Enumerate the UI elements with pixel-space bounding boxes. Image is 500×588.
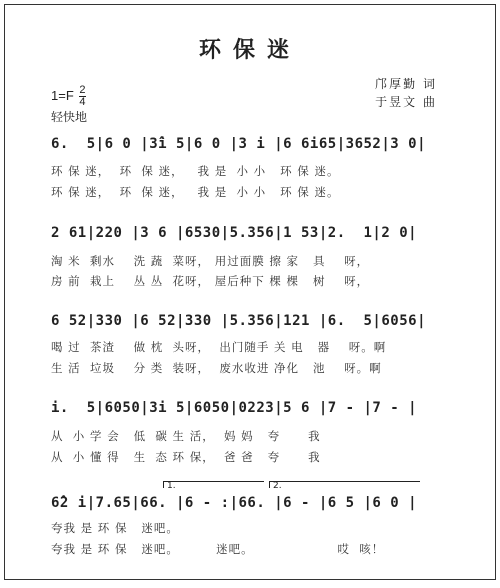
lyric-row-1-verse-2: 环 保 迷， 环 保 迷， 我 是 小 小 环 保 迷。 bbox=[51, 185, 340, 199]
first-ending-bracket bbox=[163, 481, 264, 488]
second-ending-label: 2. bbox=[273, 481, 282, 491]
lyric-row-3-verse-2: 生 活 垃圾 分 类 装呀， 废水收进 净化 池 呀。啊 bbox=[51, 361, 382, 375]
notation-row-2: 2 61|220 |3 6 |6530|5.356|1 53|2. 1|2 0| bbox=[51, 225, 418, 241]
lyricist-credit: 邝厚勤 词 bbox=[375, 77, 437, 91]
time-top: 2 bbox=[79, 84, 86, 96]
notation-row-3: 6 52|330 |6 52|330 |5.356|121 |6. 5|6056| bbox=[51, 313, 427, 329]
time-signature bbox=[79, 85, 85, 108]
tempo-marking: 轻快地 bbox=[51, 110, 88, 124]
notation-row-4: i. 5|6050|3i 5|6050|0223|5 6 |7 - |7 - | bbox=[51, 400, 418, 416]
second-ending-bracket bbox=[269, 481, 420, 488]
lyric-row-3-verse-1: 喝 过 茶渣 做 枕 头呀， 出门随手 关 电 器 呀。啊 bbox=[51, 340, 387, 354]
time-bottom: 4 bbox=[79, 96, 86, 108]
notation-row-5: 6̂2 i|7.65|66. |6 - :|66. |6 - |6 5 |6 0 | bbox=[51, 495, 418, 511]
credits bbox=[375, 75, 437, 111]
lyric-row-2-verse-1: 淘 米 剩水 洗 蔬 菜呀， 用过面膜 擦 家 具 呀， bbox=[51, 254, 370, 268]
key-signature bbox=[51, 85, 86, 108]
key-label: 1=F bbox=[51, 87, 74, 103]
lyric-row-4-verse-1: 从 小 学 会 低 碳 生 活， 妈 妈 夸 我 bbox=[51, 429, 321, 443]
composer-credit: 于昱文 曲 bbox=[375, 95, 437, 109]
lyric-row-5-verse-1: 夸我 是 环 保 迷吧。 bbox=[51, 521, 179, 535]
lyric-row-5-verse-2: 夸我 是 环 保 迷吧。 迷吧。 哎 咳！ bbox=[51, 542, 385, 556]
lyric-row-4-verse-2: 从 小 懂 得 生 态 环 保， 爸 爸 夸 我 bbox=[51, 450, 321, 464]
song-title: 环保迷 bbox=[198, 38, 301, 63]
first-ending-label: 1. bbox=[167, 481, 176, 491]
score-page bbox=[4, 4, 496, 580]
lyric-row-2-verse-2: 房 前 栽上 丛 丛 花呀， 屋后种下 棵 棵 树 呀， bbox=[51, 274, 370, 288]
notation-row-1: 6. 5|6 0 |3̂i 5|6 0 |3 i |6 6i65|3652|3 0| bbox=[51, 136, 427, 152]
lyric-row-1-verse-1: 环 保 迷， 环 保 迷， 我 是 小 小 环 保 迷。 bbox=[51, 164, 340, 178]
